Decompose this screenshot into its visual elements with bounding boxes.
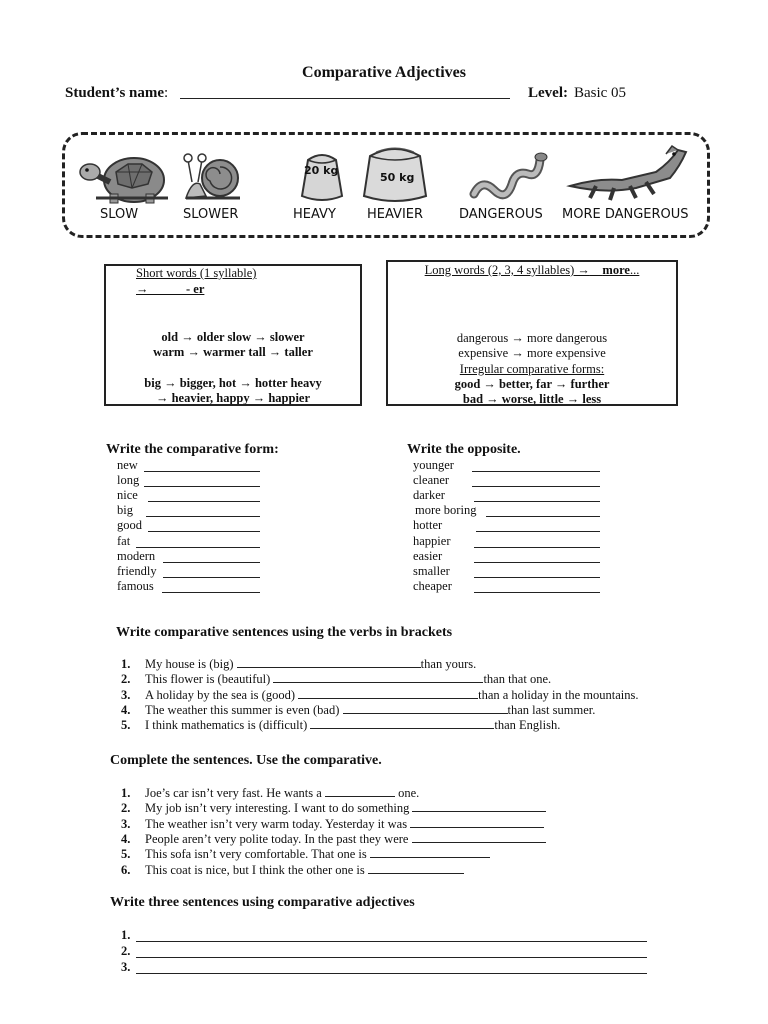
word-7: friendly (117, 563, 157, 578)
opposite-heading: Write the opposite. (407, 442, 521, 457)
opposite-word-5: happier (413, 533, 451, 548)
item-number: 5. (121, 718, 131, 733)
page-title: Comparative Adjectives (302, 64, 466, 81)
word-3: big (117, 503, 133, 518)
answer-blank[interactable] (163, 577, 260, 578)
answer-blank[interactable] (146, 516, 260, 517)
answer-blank[interactable] (148, 531, 260, 532)
sentence-text: This flower is (beautiful) (145, 672, 271, 687)
long-words-dots: ... (629, 263, 640, 277)
item-number: 3. (121, 816, 131, 831)
long-words-heading (388, 263, 676, 278)
student-name-colon: : (164, 85, 169, 101)
answer-blank[interactable] (298, 688, 478, 699)
answer-blank[interactable] (412, 832, 546, 843)
long-words-box (386, 260, 678, 406)
word-0: new (117, 458, 138, 472)
label-dangerous: DANGEROUS (459, 207, 543, 222)
level-label: Level: (528, 85, 568, 101)
answer-blank[interactable] (343, 703, 508, 714)
sentences-heading: Write comparative sentences using the verbs in brackets (116, 625, 453, 640)
snail-icon (182, 150, 244, 204)
sentence-text: This sofa isn’t very comfortable. That one is (145, 847, 367, 862)
answer-blank[interactable] (472, 486, 600, 487)
sentence-text: My house is (big) (145, 657, 234, 671)
short-example-3: big → bigger, hot → hotter heavy (144, 376, 322, 390)
turtle-icon (76, 150, 172, 204)
answer-blank[interactable] (163, 562, 260, 563)
word-5: fat (117, 533, 131, 548)
answer-blank[interactable] (368, 863, 464, 874)
sentence-row (145, 688, 639, 703)
long-words-heading-main: Long words (2, 3, 4 syllables) → (424, 263, 590, 277)
opposite-word-4: hotter (413, 518, 443, 533)
sentence-row (145, 672, 551, 687)
item-number: 3. (121, 687, 131, 702)
comparative-form-heading: Write the comparative form: (106, 442, 279, 457)
answer-line[interactable] (136, 957, 647, 958)
sentence-row (145, 786, 419, 801)
sentence-text: The weather this summer is even (bad) (145, 702, 340, 717)
sentence-end: than last summer. (507, 702, 596, 717)
irregular-heading: Irregular comparative forms: (459, 362, 605, 376)
answer-blank[interactable] (162, 592, 260, 593)
short-words-heading-text: Short words (1 syllable) (136, 266, 257, 280)
answer-blank[interactable] (370, 847, 490, 858)
short-pattern-arrow-glyph: → (136, 282, 149, 296)
opposite-word-7: smaller (413, 563, 450, 578)
item-number: 2. (121, 672, 131, 687)
word-4: good (117, 518, 142, 533)
answer-blank[interactable] (472, 471, 600, 472)
opposite-word-0: younger (413, 458, 454, 472)
word-2: nice (117, 488, 138, 503)
sentence-end: than yours. (420, 657, 477, 671)
label-heavy: HEAVY (293, 207, 336, 222)
sentence-text: The weather isn’t very warm today. Yesterday it was (145, 816, 408, 831)
answer-blank[interactable] (486, 516, 600, 517)
sentence-text: I think mathematics is (difficult) (145, 718, 308, 733)
complete-heading: Complete the sentences. Use the comparative. (110, 753, 382, 768)
level-value: Basic 05 (573, 85, 627, 101)
item-number: 2. (121, 944, 131, 958)
short-pattern-suffix: - er (186, 282, 205, 296)
weight-50kg: 50 kg (380, 171, 415, 184)
sentence-row (145, 832, 546, 847)
answer-blank[interactable] (237, 657, 421, 668)
sentence-row (145, 801, 546, 816)
opposite-word-8: cheaper (413, 578, 452, 593)
student-name-field[interactable] (180, 98, 510, 99)
sentence-end: one. (398, 786, 420, 800)
label-slower: SLOWER (183, 207, 239, 222)
answer-blank[interactable] (474, 592, 600, 593)
item-number: 1. (121, 657, 131, 671)
long-words-heading-text (425, 263, 640, 277)
item-number: 4. (121, 702, 131, 717)
answer-blank[interactable] (273, 672, 483, 683)
short-words-heading (136, 266, 256, 281)
sentence-text: Joe’s car isn’t very fast. He wants a (145, 786, 322, 800)
weight-20kg: 20 kg (304, 164, 339, 177)
sentence-row (145, 817, 544, 832)
answer-blank[interactable] (410, 817, 544, 828)
short-example-1: old → older slow → slower (161, 330, 305, 344)
short-example-2: warm → warmer tall → taller (153, 345, 313, 359)
label-more-dangerous: MORE DANGEROUS (562, 207, 689, 222)
sentence-row (145, 718, 560, 733)
word-8: famous (117, 578, 154, 593)
answer-blank[interactable] (476, 531, 600, 532)
answer-line[interactable] (136, 973, 647, 974)
snake-icon (468, 148, 548, 204)
student-name-text: Student’s name (65, 85, 165, 101)
level (528, 85, 626, 102)
item-number: 1. (121, 786, 131, 800)
item-number: 3. (121, 960, 131, 974)
sentence-row (145, 657, 476, 672)
item-number: 6. (121, 862, 131, 877)
short-pattern-arrow (136, 282, 204, 296)
word-6: modern (117, 548, 156, 563)
item-number: 5. (121, 847, 131, 862)
opposite-word-3: more boring (415, 503, 477, 518)
short-words-box (104, 264, 362, 406)
answer-line[interactable] (136, 941, 647, 942)
item-number: 2. (121, 801, 131, 816)
sentence-row (145, 847, 490, 862)
answer-blank[interactable] (325, 786, 395, 797)
answer-blank[interactable] (144, 486, 260, 487)
student-name-label (65, 85, 168, 102)
sentence-end: than that one. (483, 672, 552, 687)
answer-blank[interactable] (474, 501, 600, 502)
answer-blank[interactable] (148, 501, 260, 502)
short-example-4: → heavier, happy → happier (155, 391, 311, 405)
sentence-text: This coat is nice, but I think the other one is (145, 862, 365, 877)
sentence-end: than English. (494, 718, 561, 733)
sentence-row (145, 863, 464, 878)
answer-blank[interactable] (144, 471, 260, 472)
opposite-word-6: easier (413, 548, 443, 563)
opposite-word-2: darker (413, 488, 445, 503)
sentence-row (145, 703, 595, 718)
long-example-1: dangerous → more dangerous (456, 331, 608, 345)
opposite-word-1: cleaner (413, 473, 450, 488)
item-number: 1. (121, 928, 131, 942)
answer-blank[interactable] (412, 801, 546, 812)
label-heavier: HEAVIER (367, 207, 424, 222)
crocodile-icon (566, 142, 690, 204)
word-1: long (117, 473, 140, 488)
answer-blank[interactable] (310, 718, 494, 729)
long-example-2: expensive → more expensive (458, 346, 606, 360)
sentence-text: A holiday by the sea is (good) (145, 687, 295, 702)
sentence-text: People aren’t very polite today. In the past they were (145, 831, 409, 846)
answer-blank[interactable] (474, 577, 600, 578)
sentence-end: than a holiday in the mountains. (478, 687, 639, 702)
item-number: 4. (121, 831, 131, 846)
short-words-pattern (136, 282, 204, 297)
answer-blank[interactable] (474, 547, 600, 548)
sentence-text: My job isn’t very interesting. I want to do something (145, 801, 410, 816)
long-words-more: more (602, 263, 630, 277)
three-sentences-heading: Write three sentences using comparative adjectives (110, 895, 415, 910)
long-example-4: bad → worse, little → less (462, 392, 602, 406)
answer-blank[interactable] (136, 547, 260, 548)
answer-blank[interactable] (474, 562, 600, 563)
long-example-3: good → better, far → further (454, 377, 610, 391)
label-slow: SLOW (100, 207, 139, 222)
